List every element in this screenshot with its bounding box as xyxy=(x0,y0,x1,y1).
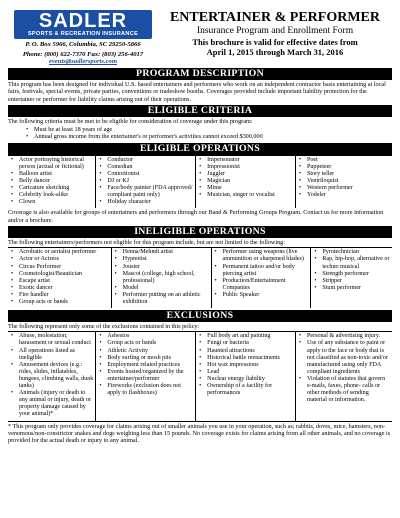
list-item: • Ventriloquist xyxy=(298,178,390,185)
header xyxy=(8,6,392,66)
list-item: • Holiday character xyxy=(98,199,193,206)
ineligible-operations-intro: The following entertainers/performers not eligible for this program include, but are not limited to the following: xyxy=(8,239,285,247)
list-item: • Hot wax impressions xyxy=(198,362,293,369)
exclusions-footnote: * This program only provides coverage for claims arising out of smaller animals you use in your operation, such as; rabbits, doves, mice, hamsters, non-venomous/non-constrictor snakes and dogs weighing less than 15 pounds. No coverage exists for claims arising from all other animals, and no coverage is provided for the actual death or injury to any animal. xyxy=(8,422,391,445)
list-item: • Strength performer xyxy=(313,271,390,278)
exclusions-col-2 xyxy=(96,332,196,420)
exclusions-heading: EXCLUSIONS xyxy=(8,310,392,322)
list-item: • Group acts or bands xyxy=(98,340,193,347)
ineligible-operations-heading: INELIGIBLE OPERATIONS xyxy=(8,226,392,238)
eligible-operations-heading: ELIGIBLE OPERATIONS xyxy=(8,143,392,155)
list-item: • Lead xyxy=(198,369,293,376)
list-item: • Performer putting on an athletic exhibition xyxy=(114,292,209,306)
list-item: • Historical battle reenactments xyxy=(198,355,293,362)
list-item: • Stunt performer xyxy=(313,285,390,292)
eligible-criteria-heading: ELIGIBLE CRITERIA xyxy=(8,105,392,117)
ineligible-operations-grid xyxy=(8,247,392,308)
list-item: • Celebrity look-alike xyxy=(10,192,93,199)
ineligible-col-4 xyxy=(311,248,392,308)
list-item: • All operations listed as ineligible xyxy=(10,348,93,362)
list-item: • Permanent tattoo and/or body piercing artist xyxy=(214,264,309,278)
list-item: • Pyrotechnician xyxy=(313,249,390,256)
eligible-col-4 xyxy=(296,156,392,209)
exclusions-col-1 xyxy=(8,332,96,420)
list-item: • Mascot (college, high school, professional) xyxy=(114,271,209,285)
eligible-criteria-intro: The following criteria must be met to be eligible for consideration of coverage under this program: xyxy=(8,117,253,125)
list-item: • Western performer xyxy=(298,185,390,192)
list-item: • Musician, singer or vocalist xyxy=(198,192,293,199)
list-item: • Actor or Actress xyxy=(10,256,109,263)
list-item: • Actor portraying historical person (actual or fictional) xyxy=(10,157,93,171)
logo-brand: SADLER xyxy=(38,10,128,32)
list-item: • Conductor xyxy=(98,157,193,164)
list-item: • Abuse, molestation, harassment or sexual conduct xyxy=(10,333,93,347)
list-item: • DJ or KJ xyxy=(98,178,193,185)
list-item: • Group acts or bands xyxy=(10,299,109,306)
list-item: • Full body art and painting xyxy=(198,333,293,340)
eligible-operations-grid xyxy=(8,155,392,209)
eligible-operations-note: Coverage is also available for groups of entertainers and performers through our Band & Performing Groups Program. Contact us for more information and/or a brochure. xyxy=(8,209,384,224)
exclusions-col-4 xyxy=(296,332,392,420)
ineligible-col-2 xyxy=(112,248,212,308)
list-item: • Personal & advertising injury. xyxy=(298,333,390,340)
exclusions-grid xyxy=(8,331,392,420)
list-item: • Body surfing or mosh pits xyxy=(98,355,193,362)
list-item: • Annual gross income from the entertainer's or performer's activities cannot exceed $300,000 xyxy=(26,133,392,140)
list-item: • Circus Performer xyxy=(10,264,109,271)
phone-fax: Phone: (800) 622-7370 Fax: (803) 256-4017 xyxy=(22,50,144,58)
exclusions-col-3 xyxy=(196,332,296,420)
list-item: • Contortionist xyxy=(98,171,193,178)
ineligible-col-3 xyxy=(212,248,312,308)
list-item: • Stripper xyxy=(313,278,390,285)
list-item: • Animals (injury or death to any animal or injury, death or property damage caused by your animal)* xyxy=(10,390,93,418)
list-item: • Ownership of a facility for performances xyxy=(198,383,293,397)
list-item: • Public Speaker xyxy=(214,292,309,299)
list-item: • Production/Entertainment Companies xyxy=(214,278,309,292)
list-item: • Rap, hip-hop, alternative or techno musical xyxy=(313,256,390,270)
list-item: • Fire handler xyxy=(10,292,109,299)
header-right xyxy=(158,6,392,66)
sadler-logo xyxy=(14,10,152,39)
list-item: • Must be at least 18 years of age xyxy=(26,126,392,133)
list-item: • Magician xyxy=(198,178,293,185)
brochure-page xyxy=(8,0,392,444)
ineligible-col-1 xyxy=(8,248,112,308)
list-item: • Employment related practices xyxy=(98,362,193,369)
program-text: This program has been designed for individual U.S. based entertainers and performers who work on an independent contractor basis entertaining at local fairs, festivals, special events, private parties, conventions or tradeshow booths. Coverages provided include important liability protection for the entertainer or performer for liability claims arising out of their operations. xyxy=(8,81,386,103)
list-item: • Hypnotist xyxy=(114,256,209,263)
list-item: • Asbestos xyxy=(98,333,193,340)
list-item: • Face/body painter (FDA approved/ compliant paint only) xyxy=(98,185,193,199)
list-item: • Use of any substance to paint or apply to the face or body that is not classified as non-toxic and/or manufactured using only FDA compliant ingredients xyxy=(298,340,390,375)
list-item: • Acrobatic or aerialist performer xyxy=(10,249,109,256)
eligible-col-3 xyxy=(196,156,296,209)
effective-line-2: April 1, 2015 through March 31, 2016 xyxy=(206,47,344,57)
eligible-col-2 xyxy=(96,156,196,209)
list-item: • Belly dancer xyxy=(10,178,93,185)
document-subtitle: Insurance Program and Enrollment Form xyxy=(196,26,354,36)
list-item: • Impressionist xyxy=(198,164,293,171)
list-item: • Balloon artist xyxy=(10,171,93,178)
program-heading: PROGRAM DESCRIPTION xyxy=(8,68,392,80)
list-item: • Comedian xyxy=(98,164,193,171)
list-item: • Exotic dancer xyxy=(10,285,109,292)
list-item: • Story teller xyxy=(298,171,390,178)
list-item: • Juggler xyxy=(198,171,293,178)
list-item: • Jouster xyxy=(114,264,209,271)
list-item: • Caricature sketching xyxy=(10,185,93,192)
exclusions-intro: The following represent only some of the exclusions contained in this policy: xyxy=(8,323,200,331)
address: P. O. Box 5966, Columbia, SC 29250-5866 xyxy=(25,41,141,48)
list-item: • Poet xyxy=(298,157,390,164)
list-item: • Events hosted/organized by the entertainer/performer xyxy=(98,369,193,383)
logo-tagline: SPORTS & RECREATION INSURANCE xyxy=(27,31,139,37)
list-item: • Violation of statutes that govern e-mails, faxes, phone- calls or other methods of sending material or information. xyxy=(298,376,390,404)
email-link[interactable]: events@sadlersports.com xyxy=(49,58,117,65)
list-item: • Henna/Mehndi artist xyxy=(114,249,209,256)
list-item: • Amusement devices (e.g.: rides, slides, inflatables, bungees, climbing walls, dunk tanks) xyxy=(10,362,93,390)
list-item: • Fungi or bacteria xyxy=(198,340,293,347)
list-item: • Fireworks (exclusion does not apply to flashboxes) xyxy=(98,383,193,397)
list-item: • Performer using weapons (live ammunition or sharpened blades) xyxy=(214,249,309,263)
list-item: • Haunted attractions xyxy=(198,348,293,355)
list-item: • Clown xyxy=(10,199,93,206)
list-item: • Mime xyxy=(198,185,293,192)
list-item: • Nuclear energy liability xyxy=(198,376,293,383)
effective-line-1: This brochure is valid for effective dates from xyxy=(192,37,358,47)
header-left xyxy=(8,6,158,66)
list-item: • Model xyxy=(114,285,209,292)
eligible-criteria-list xyxy=(26,126,392,141)
eligible-col-1 xyxy=(8,156,96,209)
list-item: • Impersonator xyxy=(198,157,293,164)
list-item: • Cosmetologist/Beautician xyxy=(10,271,109,278)
list-item: • Athletic Activity xyxy=(98,348,193,355)
list-item: • Puppeteer xyxy=(298,164,390,171)
document-title: ENTERTAINER & PERFORMER xyxy=(169,10,381,25)
list-item: • Escape artist xyxy=(10,278,109,285)
list-item: • Yodeler xyxy=(298,192,390,199)
